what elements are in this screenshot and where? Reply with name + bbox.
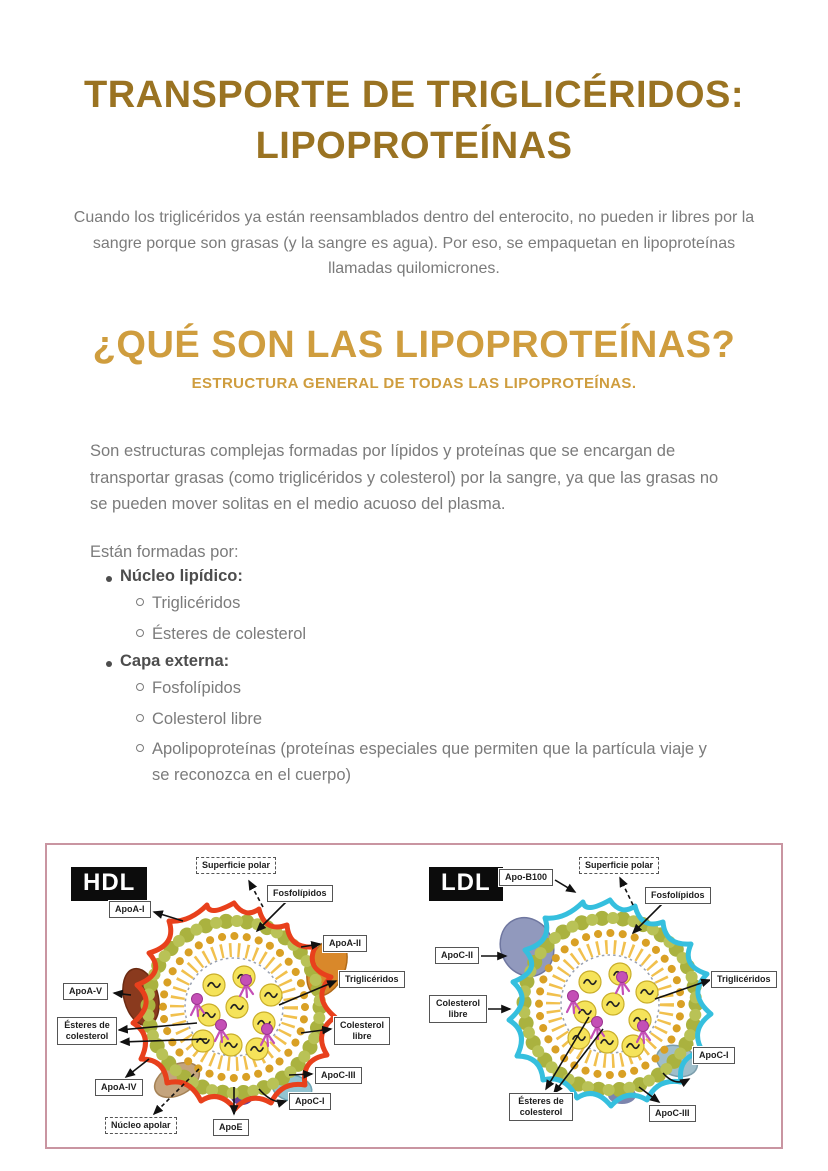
capa-sublist xyxy=(120,675,738,789)
ldl-label-apob100: Apo-B100 xyxy=(499,869,553,886)
ldl-label-trigliceridos: Triglicéridos xyxy=(711,971,777,988)
sublist-item: Colesterol libre xyxy=(120,706,720,732)
list-intro: Están formadas por: xyxy=(90,543,239,562)
hdl-label-apoa1: ApoA-I xyxy=(109,901,151,918)
hdl-label-nucleo-apolar: Núcleo apolar xyxy=(105,1117,177,1134)
ldl-label-esteres: Ésteres de colesterol xyxy=(509,1093,573,1122)
ldl-label-apoc3: ApoC-III xyxy=(649,1105,696,1122)
list-item-nucleo-label: Núcleo lipídico: xyxy=(120,567,243,586)
sublist-item: Ésteres de colesterol xyxy=(120,621,720,647)
ldl-label-apoc1: ApoC-I xyxy=(693,1047,735,1064)
hdl-label-apoc1: ApoC-I xyxy=(289,1093,331,1110)
hdl-label-apoc3: ApoC-III xyxy=(315,1067,362,1084)
lipoprotein-figure xyxy=(45,843,783,1149)
ldl-diagram xyxy=(417,849,777,1145)
composition-list xyxy=(90,567,738,788)
list-item-nucleo xyxy=(90,567,738,647)
section-subtitle: ESTRUCTURA GENERAL DE TODAS LAS LIPOPROTEÍNAS. xyxy=(191,375,637,393)
ldl-label-apoc2: ApoC-II xyxy=(435,947,479,964)
hdl-diagram xyxy=(51,849,411,1145)
hdl-label-trigliceridos: Triglicéridos xyxy=(339,971,405,988)
hdl-label-colesterol-libre: Colesterol libre xyxy=(334,1017,390,1046)
hdl-label-fosfolipidos: Fosfolípidos xyxy=(267,885,333,902)
hdl-label-superficie-polar: Superficie polar xyxy=(196,857,276,874)
ldl-label-fosfolipidos: Fosfolípidos xyxy=(645,887,711,904)
ldl-label-colesterol-libre: Colesterol libre xyxy=(429,995,487,1024)
nucleo-sublist xyxy=(120,590,738,647)
ldl-badge: LDL xyxy=(429,867,503,901)
list-item-capa xyxy=(90,652,738,789)
body-paragraph: Son estructuras complejas formadas por lípidos y proteínas que se encargan de transportar grasas (como triglicéridos y colesterol) por la sangre, ya que las grasas no se pueden mover solitas en el medio acuoso del plasma. xyxy=(90,442,719,514)
hdl-label-apoe: ApoE xyxy=(213,1119,249,1136)
hdl-label-apoa4: ApoA-IV xyxy=(95,1079,143,1096)
hdl-badge: HDL xyxy=(71,867,147,901)
intro-paragraph: Cuando los triglicéridos ya están reensamblados dentro del enterocito, no pueden ir libres por la sangre porque son grasas (y la sangre es agua). Por eso, se empaquetan en lipoproteínas llamadas quilomicrones. xyxy=(73,208,755,278)
section-title: ¿QUÉ SON LAS LIPOPROTEÍNAS? xyxy=(92,324,736,367)
page-title-line2: LIPOPROTEÍNAS xyxy=(255,125,573,168)
hdl-label-apoa2: ApoA-II xyxy=(323,935,367,952)
ldl-label-superficie-polar: Superficie polar xyxy=(579,857,659,874)
page-title-line1: TRANSPORTE DE TRIGLICÉRIDOS: xyxy=(83,74,745,116)
sublist-item: Triglicéridos xyxy=(120,590,720,616)
page-title xyxy=(0,70,828,173)
hdl-label-apoa5: ApoA-V xyxy=(63,983,108,1000)
hdl-label-esteres: Ésteres de colesterol xyxy=(57,1017,117,1046)
sublist-item: Apolipoproteínas (proteínas especiales que permiten que la partícula viaje y se reconozca en el cuerpo) xyxy=(120,736,720,789)
sublist-item: Fosfolípidos xyxy=(120,675,720,701)
list-item-capa-label: Capa externa: xyxy=(120,652,230,671)
